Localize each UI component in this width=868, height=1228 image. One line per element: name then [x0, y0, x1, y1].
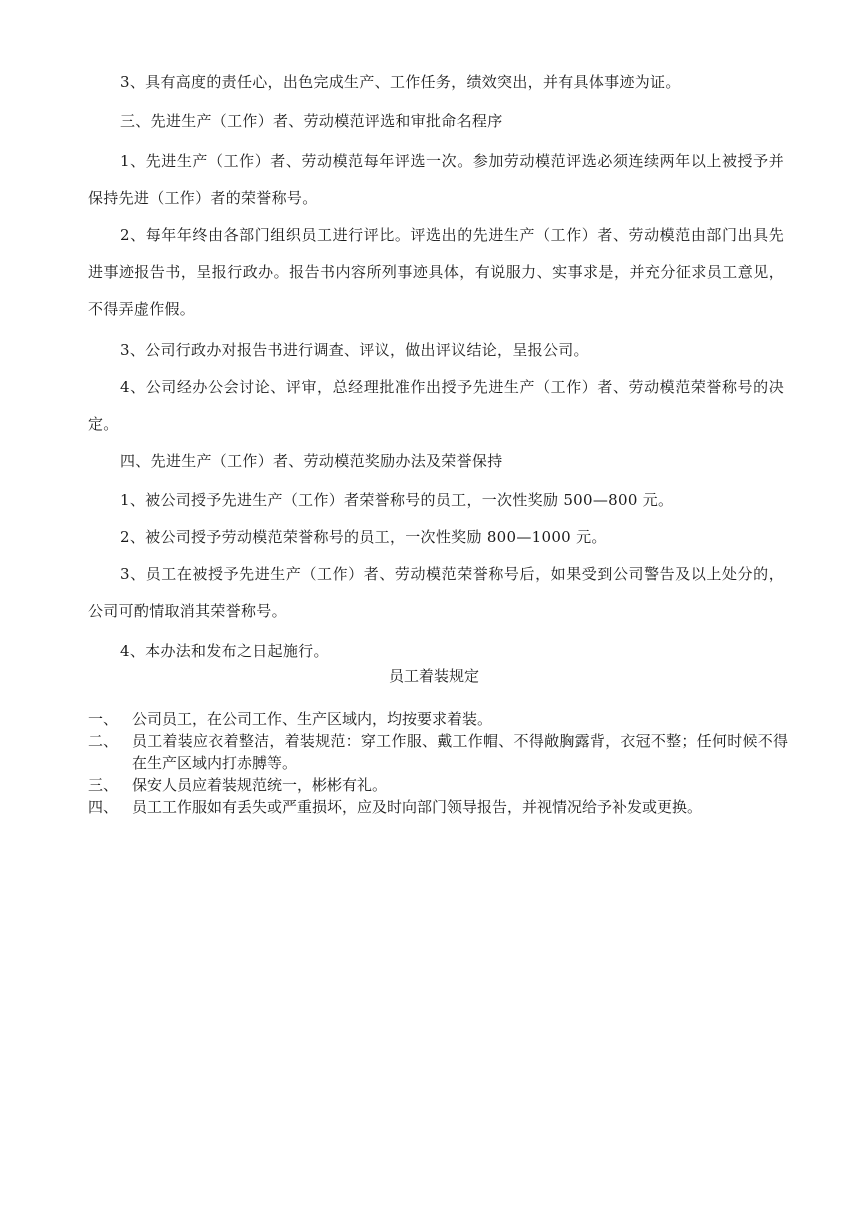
section-heading-3: 三、先进生产（工作）者、劳动模范评选和审批命名程序	[120, 112, 503, 130]
list-item-text: 员工着装应衣着整洁，着装规范：穿工作服、戴工作帽、不得敞胸露背，衣冠不整；任何时候不得在生产区域内打赤膊等。	[132, 732, 788, 772]
list-item-text: 员工工作服如有丢失或严重损坏，应及时向部门领导报告，并视情况给予补发或更换。	[132, 798, 703, 816]
dress-code-title: 员工着装规定	[388, 667, 479, 685]
list-item-number: 三、	[88, 776, 119, 794]
list-item-text: 保安人员应着装规范统一，彬彬有礼。	[132, 776, 388, 794]
paragraph-reward-1: 1、被公司授予先进生产（工作）者荣誉称号的员工，一次性奖励 500—800 元。	[120, 491, 674, 509]
list-item-number: 四、	[88, 798, 119, 816]
list-item	[88, 730, 788, 774]
paragraph-procedure-3: 3、公司行政办对报告书进行调查、评议，做出评议结论，呈报公司。	[120, 341, 589, 359]
paragraph-criteria-3: 3、具有高度的责任心，出色完成生产、工作任务，绩效突出，并有具体事迹为证。	[120, 73, 681, 91]
paragraph-procedure-2: 2、每年年终由各部门组织员工进行评比。评选出的先进生产（工作）者、劳动模范由部门出具先进事迹报告书，呈报行政办。报告书内容所列事迹具体，有说服力、实事求是，并充分征求员工意见，不得弄虚作假。	[88, 226, 784, 318]
paragraph-reward-4: 4、本办法和发布之日起施行。	[120, 642, 329, 660]
paragraph-reward-2: 2、被公司授予劳动模范荣誉称号的员工，一次性奖励 800—1000 元。	[120, 528, 607, 546]
dress-code-list	[88, 708, 788, 818]
section-heading-4: 四、先进生产（工作）者、劳动模范奖励办法及荣誉保持	[120, 452, 503, 470]
list-item	[88, 774, 788, 796]
paragraph-reward-3: 3、员工在被授予先进生产（工作）者、劳动模范荣誉称号后，如果受到公司警告及以上处分的，公司可酌情取消其荣誉称号。	[88, 565, 784, 620]
list-item-text: 公司员工，在公司工作、生产区域内，均按要求着装。	[132, 710, 493, 728]
paragraph-procedure-1: 1、先进生产（工作）者、劳动模范每年评选一次。参加劳动模范评选必须连续两年以上被授予并保持先进（工作）者的荣誉称号。	[88, 152, 784, 207]
list-item-number: 二、	[88, 732, 119, 750]
paragraph-procedure-4: 4、公司经办公会讨论、评审，总经理批准作出授予先进生产（工作）者、劳动模范荣誉称号的决定。	[88, 378, 784, 433]
list-item-number: 一、	[88, 710, 119, 728]
list-item	[88, 796, 788, 818]
list-item	[88, 708, 788, 730]
